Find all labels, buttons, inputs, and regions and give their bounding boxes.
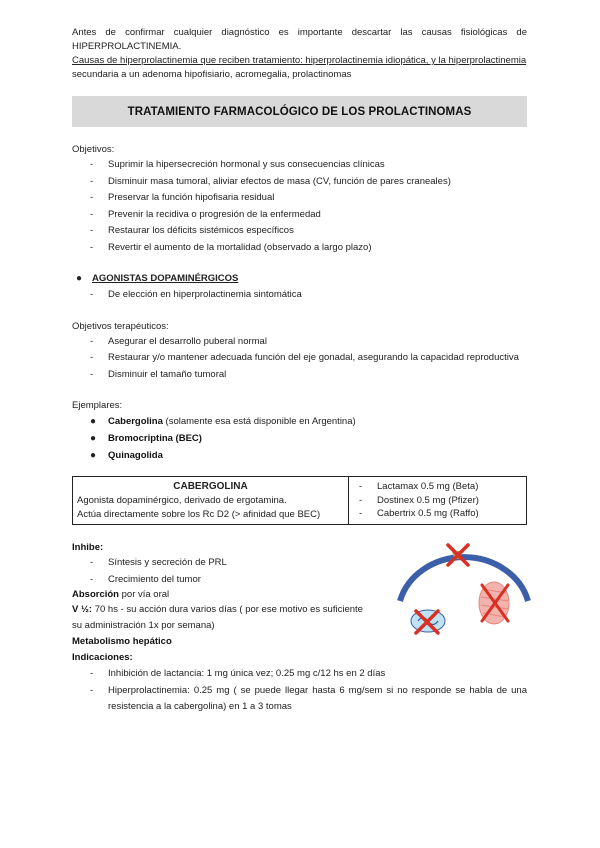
bullet-icon: ● <box>90 416 97 427</box>
list-item <box>90 447 527 464</box>
cabergolina-line: Actúa directamente sobre los Rc D2 (> afinidad que BEC) <box>77 508 321 520</box>
causes-underlined: Causas de hiperprolactinemia que reciben tratamiento: hiperprolactinemia idiopática, y la hiperprolactinemia <box>72 55 527 66</box>
list-item: - Disminuir el tamaño tumoral <box>90 367 527 384</box>
cabergolina-title: CABERGOLINA <box>173 481 248 492</box>
list-item: - Restaurar y/o mantener adecuada función del eje gonadal, asegurando la capacidad reproductiva <box>90 350 527 367</box>
banner-title: TRATAMIENTO FARMACOLÓGICO DE LOS PROLACTINOMAS <box>127 105 472 118</box>
drug-name: Bromocriptina (BEC) <box>108 433 202 444</box>
objetivos-list <box>72 157 527 256</box>
list-item: - Prevenir la recidiva o progresión de la enfermedad <box>90 207 527 224</box>
document-page <box>72 26 527 716</box>
inhibe-list <box>72 555 527 588</box>
list-item <box>90 430 527 447</box>
section-banner <box>72 96 527 127</box>
agonistas-title: AGONISTAS DOPAMINÉRGICOS <box>92 273 239 284</box>
drug-note: (solamente esa está disponible en Argentina) <box>162 416 356 427</box>
ejemplares-heading: Ejemplares: <box>72 400 123 411</box>
list-item: - Dostinex 0.5 mg (Pfizer) <box>359 494 522 508</box>
list-item: - Restaurar los déficits sistémicos específicos <box>90 223 527 240</box>
brands-list <box>353 480 522 521</box>
list-item: - Crecimiento del tumor <box>90 572 527 589</box>
drug-name: Quinagolida <box>108 450 163 461</box>
intro-paragraph: Antes de confirmar cualquier diagnóstico es importante descartar las causas fisiológicas de HIPERPROLACTINEMIA. <box>72 27 527 52</box>
vida-media-label: V ½: <box>72 604 93 615</box>
cabergolina-line: Agonista dopaminérgico, derivado de ergotamina. <box>77 495 287 506</box>
indicaciones-label: Indicaciones: <box>72 652 133 663</box>
list-item: - Asegurar el desarrollo puberal normal <box>90 334 527 351</box>
bullet-icon: ● <box>90 433 97 444</box>
cabergolina-table <box>72 476 527 525</box>
list-item: - De elección en hiperprolactinemia sintomática <box>90 287 527 304</box>
inhibe-label-text: Inhibe: <box>72 542 104 553</box>
agonistas-heading <box>72 270 527 287</box>
list-item <box>90 413 527 430</box>
cabergolina-brands-cell <box>349 477 527 525</box>
list-item: - Preservar la función hipofisaria residual <box>90 190 527 207</box>
vida-media-line <box>72 602 372 634</box>
agonistas-list <box>72 287 527 304</box>
terapeuticos-list <box>72 334 527 384</box>
list-item: - Hiperprolactinemia: 0.25 mg ( se puede llegar hasta 6 mg/sem si no responde se habla de una resistencia a la cabergolina) en 1 a 3 tomas <box>90 683 527 716</box>
indicaciones-list <box>72 666 527 716</box>
list-item: - Revertir el aumento de la mortalidad (observado a largo plazo) <box>90 240 527 257</box>
objetivos-heading: Objetivos: <box>72 144 115 155</box>
bullet-icon: ● <box>90 450 97 461</box>
ejemplares-list <box>72 413 527 464</box>
vida-media-text: 70 hs - su acción dura varios días ( por ese motivo es suficiente su administración 1x por semana) <box>72 604 363 631</box>
terapeuticos-heading: Objetivos terapéuticos: <box>72 320 169 332</box>
list-item: - Disminuir masa tumoral, aliviar efectos de masa (CV, función de pares craneales) <box>90 174 527 191</box>
list-item: - Síntesis y secreción de PRL <box>90 555 527 572</box>
metabolismo-label: Metabolismo hepático <box>72 636 172 647</box>
indicaciones-line <box>72 650 527 666</box>
bullet-icon: ● <box>76 273 83 284</box>
absorcion-text: por vía oral <box>118 589 170 600</box>
crossed-tumor-icon <box>411 610 445 633</box>
list-item: - Lactamax 0.5 mg (Beta) <box>359 480 522 494</box>
cabergolina-description-cell <box>73 477 349 525</box>
pituitary-tissue-icon <box>479 582 509 624</box>
drug-name: Cabergolina <box>108 416 163 427</box>
list-item: - Cabertrix 0.5 mg (Raffo) <box>359 507 522 521</box>
causes-rest: secundaria a un adenoma hipofisiario, acromegalia, prolactinomas <box>72 69 352 80</box>
list-item: - Inhibición de lactancia: 1 mg única vez; 0.25 mg c/12 hs en 2 días <box>90 666 527 683</box>
absorcion-label: Absorción <box>72 589 119 600</box>
list-item: - Suprimir la hipersecreción hormonal y sus consecuencias clínicas <box>90 157 527 174</box>
pharmacology-section <box>72 541 527 716</box>
